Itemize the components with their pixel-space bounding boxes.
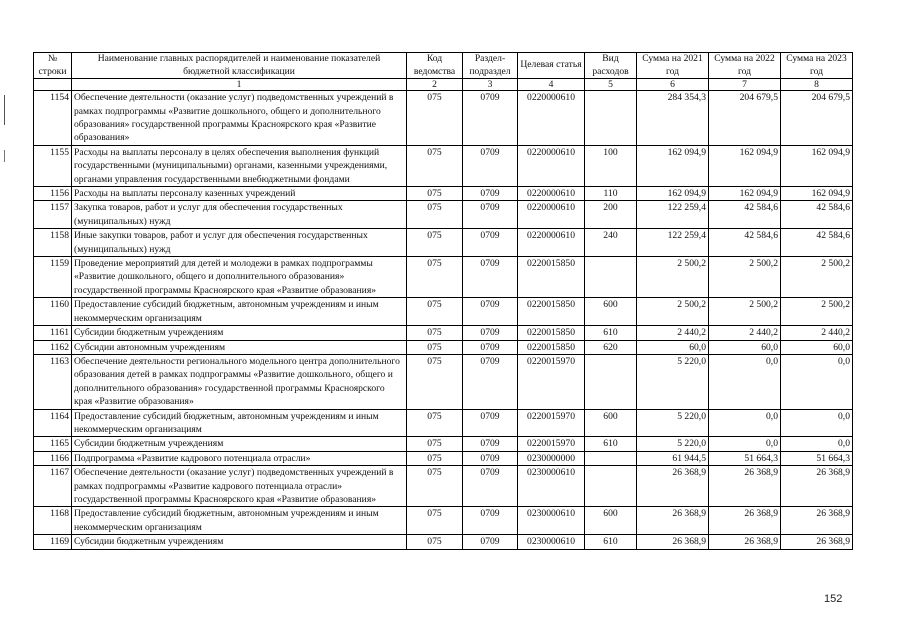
row-expense-kind: 600 <box>585 507 637 535</box>
row-sum-2021: 162 094,9 <box>637 187 709 201</box>
row-sum-2021: 5 220,0 <box>637 409 709 437</box>
table-row <box>34 145 853 186</box>
row-target-item: 0220015970 <box>518 437 585 451</box>
table-row <box>34 298 853 326</box>
row-target-item: 0220015970 <box>518 354 585 409</box>
row-sum-2021: 5 220,0 <box>637 354 709 409</box>
row-sum-2023: 26 368,9 <box>781 507 853 535</box>
row-number: 1168 <box>34 507 72 535</box>
scan-artifact-line <box>4 150 5 162</box>
table-row <box>34 257 853 298</box>
header-sum-2023: Сумма на 2023 год <box>781 53 853 79</box>
row-name: Предоставление субсидий бюджетным, автономным учреждениям и иным некоммерческим организациям <box>72 409 407 437</box>
row-sum-2021: 61 944,5 <box>637 451 709 465</box>
column-number: 6 <box>637 79 709 91</box>
header-sum-2022: Сумма на 2022 год <box>709 53 781 79</box>
row-sum-2022: 162 094,9 <box>709 187 781 201</box>
row-section: 0709 <box>463 201 518 229</box>
row-section: 0709 <box>463 437 518 451</box>
row-section: 0709 <box>463 326 518 340</box>
table-row <box>34 466 853 507</box>
column-number: 4 <box>518 79 585 91</box>
row-name: Расходы на выплаты персоналу казенных учреждений <box>72 187 407 201</box>
row-expense-kind <box>585 354 637 409</box>
row-department-code: 075 <box>407 257 463 298</box>
row-sum-2021: 2 500,2 <box>637 257 709 298</box>
row-target-item: 0220015850 <box>518 298 585 326</box>
row-number: 1164 <box>34 409 72 437</box>
row-department-code: 075 <box>407 187 463 201</box>
row-section: 0709 <box>463 451 518 465</box>
row-sum-2023: 162 094,9 <box>781 145 853 186</box>
row-name: Обеспечение деятельности (оказание услуг) подведомственных учреждений в рамках подпрограммы «Развитие дошкольного, общего и дополнительного образования» государственной программы Красноярского края «Развитие образования» <box>72 91 407 146</box>
row-target-item: 0230000610 <box>518 507 585 535</box>
row-number: 1162 <box>34 340 72 354</box>
table-header-row <box>34 53 853 79</box>
row-target-item: 0220000610 <box>518 91 585 146</box>
row-department-code: 075 <box>407 298 463 326</box>
row-target-item: 0220015850 <box>518 257 585 298</box>
row-target-item: 0220015850 <box>518 326 585 340</box>
row-expense-kind <box>585 451 637 465</box>
row-department-code: 075 <box>407 409 463 437</box>
row-name: Предоставление субсидий бюджетным, автономным учреждениям и иным некоммерческим организациям <box>72 507 407 535</box>
row-department-code: 075 <box>407 451 463 465</box>
row-name: Субсидии бюджетным учреждениям <box>72 535 407 549</box>
row-name: Расходы на выплаты персоналу в целях обеспечения выполнения функций государственными (муниципальными) органами, казенными учреждениями, органами управления государственными внебюджетными фондами <box>72 145 407 186</box>
row-target-item: 0220000610 <box>518 187 585 201</box>
row-number: 1158 <box>34 229 72 257</box>
row-expense-kind: 610 <box>585 535 637 549</box>
row-department-code: 075 <box>407 340 463 354</box>
row-sum-2022: 42 584,6 <box>709 201 781 229</box>
table-row <box>34 354 853 409</box>
row-expense-kind <box>585 91 637 146</box>
row-expense-kind: 600 <box>585 298 637 326</box>
row-expense-kind: 620 <box>585 340 637 354</box>
row-department-code: 075 <box>407 507 463 535</box>
row-sum-2022: 51 664,3 <box>709 451 781 465</box>
table-row <box>34 91 853 146</box>
row-department-code: 075 <box>407 229 463 257</box>
row-name: Обеспечение деятельности регионального модельного центра дополнительного образования детей в рамках подпрограммы «Развитие дошкольного, общего и дополнительного образования» государственной программы Красноярского края «Развитие образования» <box>72 354 407 409</box>
row-sum-2023: 26 368,9 <box>781 535 853 549</box>
table-row <box>34 451 853 465</box>
row-sum-2022: 162 094,9 <box>709 145 781 186</box>
row-sum-2023: 2 500,2 <box>781 298 853 326</box>
row-sum-2022: 26 368,9 <box>709 535 781 549</box>
row-name: Обеспечение деятельности (оказание услуг) подведомственных учреждений в рамках подпрограммы «Развитие кадрового потенциала отрасли» государственной программы Красноярского края «Развитие образования» <box>72 466 407 507</box>
row-sum-2021: 284 354,3 <box>637 91 709 146</box>
row-target-item: 0230000610 <box>518 535 585 549</box>
row-department-code: 075 <box>407 145 463 186</box>
row-sum-2022: 26 368,9 <box>709 507 781 535</box>
header-section: Раздел-подраздел <box>463 53 518 79</box>
column-number: 8 <box>781 79 853 91</box>
row-expense-kind: 110 <box>585 187 637 201</box>
row-section: 0709 <box>463 229 518 257</box>
row-expense-kind <box>585 466 637 507</box>
row-name: Субсидии автономным учреждениям <box>72 340 407 354</box>
row-target-item: 0230000000 <box>518 451 585 465</box>
row-section: 0709 <box>463 257 518 298</box>
header-row-number: № строки <box>34 53 72 79</box>
row-number: 1154 <box>34 91 72 146</box>
row-name: Закупка товаров, работ и услуг для обеспечения государственных (муниципальных) нужд <box>72 201 407 229</box>
row-sum-2022: 0,0 <box>709 354 781 409</box>
row-expense-kind <box>585 257 637 298</box>
column-number: 2 <box>407 79 463 91</box>
row-number: 1163 <box>34 354 72 409</box>
row-name: Предоставление субсидий бюджетным, автономным учреждениям и иным некоммерческим организациям <box>72 298 407 326</box>
header-sum-2021: Сумма на 2021 год <box>637 53 709 79</box>
header-department-code: Код ведомства <box>407 53 463 79</box>
row-expense-kind: 240 <box>585 229 637 257</box>
row-number: 1157 <box>34 201 72 229</box>
row-sum-2021: 26 368,9 <box>637 507 709 535</box>
row-sum-2022: 60,0 <box>709 340 781 354</box>
row-department-code: 075 <box>407 201 463 229</box>
row-number: 1169 <box>34 535 72 549</box>
row-section: 0709 <box>463 187 518 201</box>
scan-artifact-line <box>4 95 5 125</box>
row-expense-kind: 600 <box>585 409 637 437</box>
row-section: 0709 <box>463 507 518 535</box>
row-sum-2021: 2 500,2 <box>637 298 709 326</box>
row-section: 0709 <box>463 91 518 146</box>
row-sum-2023: 0,0 <box>781 354 853 409</box>
row-sum-2023: 42 584,6 <box>781 229 853 257</box>
row-sum-2021: 26 368,9 <box>637 535 709 549</box>
row-sum-2023: 51 664,3 <box>781 451 853 465</box>
row-name: Иные закупки товаров, работ и услуг для обеспечения государственных (муниципальных) нужд <box>72 229 407 257</box>
row-sum-2022: 204 679,5 <box>709 91 781 146</box>
row-sum-2023: 0,0 <box>781 437 853 451</box>
row-number: 1159 <box>34 257 72 298</box>
row-target-item: 0220000610 <box>518 229 585 257</box>
row-number: 1160 <box>34 298 72 326</box>
row-expense-kind: 610 <box>585 326 637 340</box>
column-number: 3 <box>463 79 518 91</box>
row-number: 1161 <box>34 326 72 340</box>
page-number: 152 <box>824 593 843 605</box>
row-sum-2023: 42 584,6 <box>781 201 853 229</box>
row-section: 0709 <box>463 466 518 507</box>
column-number <box>34 79 72 91</box>
budget-table <box>33 52 853 550</box>
table-row <box>34 409 853 437</box>
row-target-item: 0220015850 <box>518 340 585 354</box>
row-department-code: 075 <box>407 466 463 507</box>
row-target-item: 0220015970 <box>518 409 585 437</box>
table-row <box>34 201 853 229</box>
row-sum-2022: 26 368,9 <box>709 466 781 507</box>
table-row <box>34 187 853 201</box>
row-name: Проведение мероприятий для детей и молодежи в рамках подпрограммы «Развитие дошкольного, общего и дополнительного образования» государственной программы Красноярского края «Развитие образования» <box>72 257 407 298</box>
row-section: 0709 <box>463 145 518 186</box>
column-number: 7 <box>709 79 781 91</box>
row-sum-2021: 162 094,9 <box>637 145 709 186</box>
row-sum-2023: 2 440,2 <box>781 326 853 340</box>
row-department-code: 075 <box>407 326 463 340</box>
row-number: 1155 <box>34 145 72 186</box>
row-sum-2023: 0,0 <box>781 409 853 437</box>
table-row <box>34 535 853 549</box>
header-name: Наименование главных распорядителей и наименование показателей бюджетной классификации <box>72 53 407 79</box>
table-row <box>34 229 853 257</box>
row-name: Подпрограмма «Развитие кадрового потенциала отрасли» <box>72 451 407 465</box>
row-department-code: 075 <box>407 535 463 549</box>
row-sum-2022: 2 500,2 <box>709 257 781 298</box>
row-sum-2023: 26 368,9 <box>781 466 853 507</box>
header-target-item: Целевая статья <box>518 53 585 79</box>
table-row <box>34 507 853 535</box>
row-sum-2022: 2 500,2 <box>709 298 781 326</box>
row-number: 1156 <box>34 187 72 201</box>
row-sum-2022: 2 440,2 <box>709 326 781 340</box>
row-expense-kind: 100 <box>585 145 637 186</box>
column-number-row <box>34 79 853 91</box>
row-department-code: 075 <box>407 437 463 451</box>
table-row <box>34 326 853 340</box>
column-number: 5 <box>585 79 637 91</box>
row-sum-2021: 2 440,2 <box>637 326 709 340</box>
row-name: Субсидии бюджетным учреждениям <box>72 326 407 340</box>
row-number: 1165 <box>34 437 72 451</box>
row-sum-2022: 0,0 <box>709 437 781 451</box>
row-section: 0709 <box>463 409 518 437</box>
row-department-code: 075 <box>407 354 463 409</box>
row-section: 0709 <box>463 340 518 354</box>
row-sum-2023: 204 679,5 <box>781 91 853 146</box>
row-section: 0709 <box>463 535 518 549</box>
row-department-code: 075 <box>407 91 463 146</box>
row-sum-2021: 60,0 <box>637 340 709 354</box>
row-target-item: 0220000610 <box>518 201 585 229</box>
row-number: 1167 <box>34 466 72 507</box>
header-expense-kind: Вид расходов <box>585 53 637 79</box>
row-sum-2022: 42 584,6 <box>709 229 781 257</box>
row-sum-2021: 5 220,0 <box>637 437 709 451</box>
row-sum-2021: 26 368,9 <box>637 466 709 507</box>
row-sum-2023: 2 500,2 <box>781 257 853 298</box>
row-number: 1166 <box>34 451 72 465</box>
row-section: 0709 <box>463 298 518 326</box>
column-number: 1 <box>72 79 407 91</box>
row-expense-kind: 610 <box>585 437 637 451</box>
row-target-item: 0230000610 <box>518 466 585 507</box>
row-sum-2022: 0,0 <box>709 409 781 437</box>
row-sum-2023: 162 094,9 <box>781 187 853 201</box>
row-sum-2021: 122 259,4 <box>637 229 709 257</box>
row-sum-2023: 60,0 <box>781 340 853 354</box>
table-row <box>34 340 853 354</box>
row-section: 0709 <box>463 354 518 409</box>
table-row <box>34 437 853 451</box>
row-expense-kind: 200 <box>585 201 637 229</box>
row-sum-2021: 122 259,4 <box>637 201 709 229</box>
row-target-item: 0220000610 <box>518 145 585 186</box>
row-name: Субсидии бюджетным учреждениям <box>72 437 407 451</box>
